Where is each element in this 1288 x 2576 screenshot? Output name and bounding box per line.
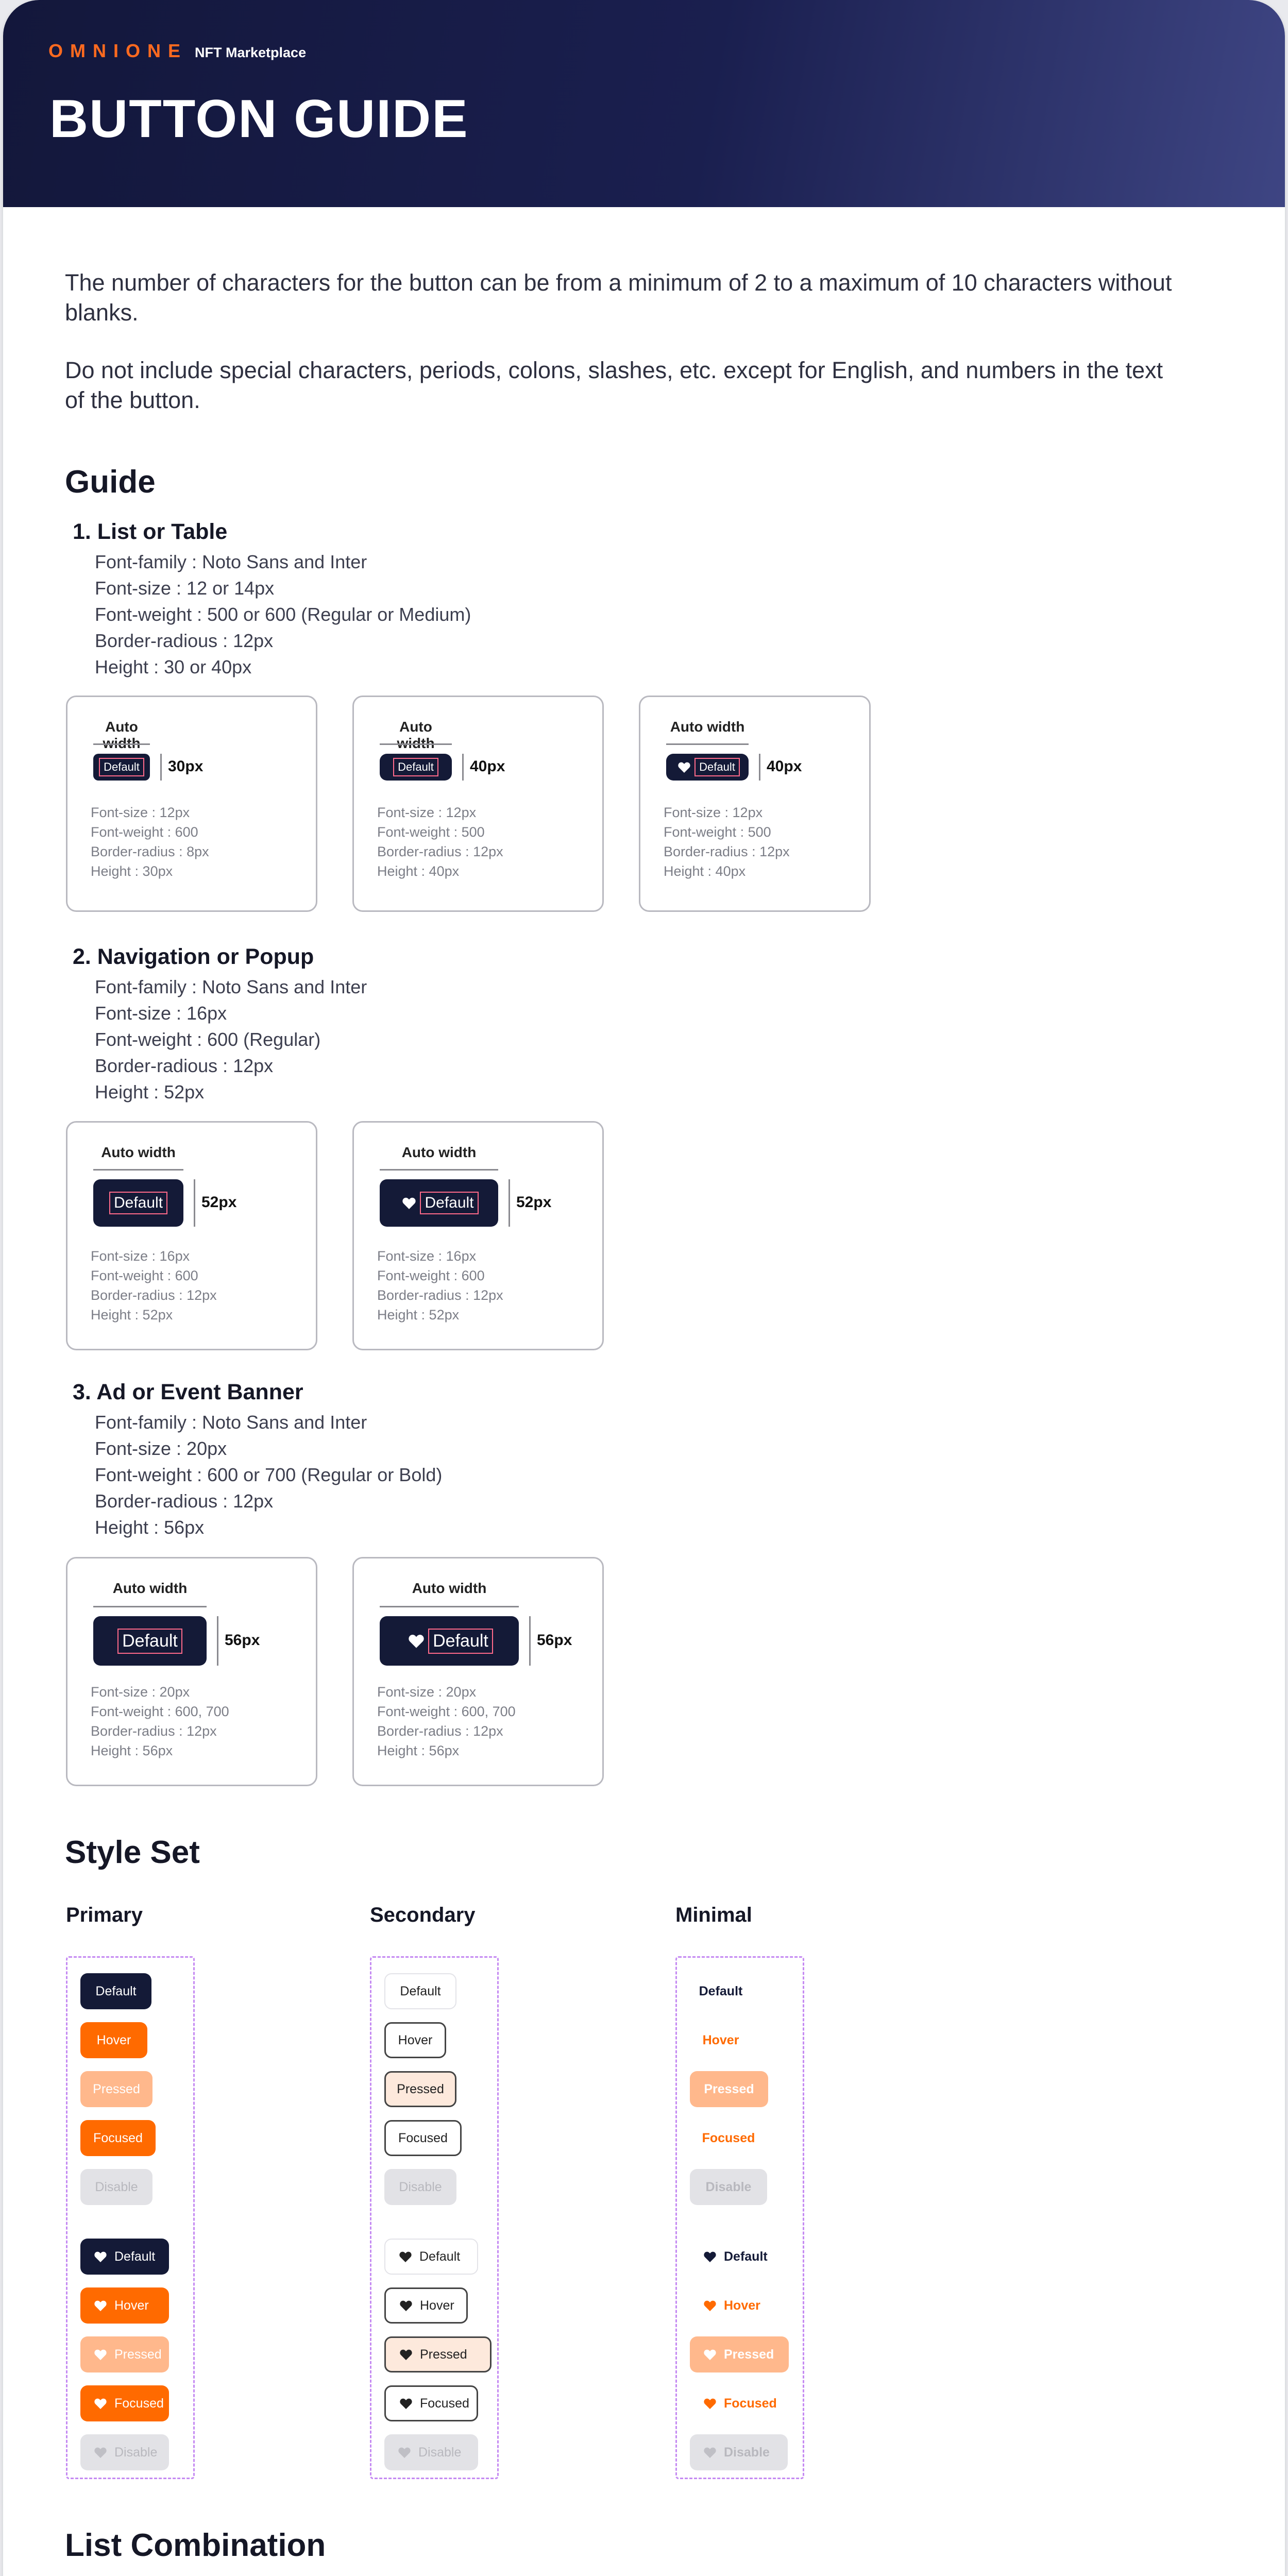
style-button-label: Hover [724,2298,760,2313]
spec-line: Font-family : Noto Sans and Inter [95,551,367,572]
box-spec-line: Border-radius : 12px [664,844,790,859]
list-combination-title: List Combination [65,2528,326,2563]
width-measure-line [380,743,452,745]
box-spec-line: Font-weight : 600 [91,1268,198,1283]
height-label: 40px [470,758,505,775]
heart-icon [399,2251,412,2263]
auto-width-label: Auto width [101,1144,176,1160]
style-button-pressed[interactable] [384,2071,456,2107]
style-button-focused[interactable] [690,2385,788,2421]
box-spec-line: Height : 40px [664,863,746,879]
width-measure-line [380,1169,498,1171]
style-button-disable[interactable] [384,2169,456,2205]
style-button-label: Hover [702,2032,739,2047]
button-label: Default [101,760,142,774]
style-button-label: Focused [420,2396,469,2411]
box-specs [377,803,503,881]
style-button-label: Disable [705,2179,752,2194]
box-spec-line: Font-weight : 500 [664,824,771,840]
auto-width-label: Auto width [401,1144,477,1160]
example-box [352,696,604,912]
style-button-focused[interactable] [384,2120,462,2156]
style-button-label: Pressed [93,2081,140,2096]
box-spec-line: Border-radius : 12px [377,844,503,859]
box-spec-line: Height : 52px [91,1307,173,1323]
style-button-hover[interactable] [80,2022,147,2058]
style-button-disable[interactable] [80,2434,169,2470]
style-button-disable[interactable] [80,2169,152,2205]
box-spec-line: Font-weight : 600 [377,1268,485,1283]
spec-line: Font-weight : 600 (Regular) [95,1029,321,1050]
style-button-focused[interactable] [80,2120,156,2156]
heart-icon [94,2251,107,2263]
example-box [66,1121,317,1350]
heart-icon [398,2447,411,2459]
guide-title: Guide [65,464,156,500]
auto-width-label: Auto width [412,1580,487,1596]
style-button-label: Disable [418,2445,462,2460]
button-label: Default [431,1631,490,1651]
spec-line: Font-size : 12 or 14px [95,578,275,599]
style-button-label: Hover [420,2298,454,2313]
style-button-default[interactable] [80,1973,151,2009]
style-button-label: Focused [724,2396,777,2411]
style-button-default[interactable] [384,1973,456,2009]
height-label: 40px [767,758,802,775]
width-measure-line [93,743,150,745]
height-label: 30px [168,758,204,775]
example-box [66,1557,317,1786]
style-button-label: Focused [702,2130,755,2145]
box-spec-line: Font-size : 20px [91,1684,190,1700]
spec-line: Font-size : 16px [95,1003,227,1024]
height-label: 56px [537,1632,572,1649]
box-specs [377,1682,516,1760]
box-specs [91,1682,229,1760]
intro-paragraph-1: The number of characters for the button can be from a minimum of 2 to a maximum of 10 characters without blanks. [65,269,1172,326]
example-box [639,696,871,912]
style-button-label: Pressed [420,2347,467,2362]
style-button-focused[interactable] [80,2385,169,2421]
box-specs [377,1246,503,1325]
style-column-title: Minimal [675,1904,752,1926]
style-button-default[interactable] [384,2239,478,2275]
example-box [352,1557,604,1786]
box-specs [664,803,790,881]
style-button-default[interactable] [80,2239,169,2275]
button-label: Default [396,760,436,774]
style-button-label: Pressed [704,2081,754,2096]
style-button-label: Hover [96,2032,131,2047]
button-label: Default [112,1194,165,1212]
hero-banner [3,0,1285,207]
section-specs [95,1409,442,1540]
style-column-title: Secondary [370,1904,476,1926]
default-button[interactable] [93,1616,207,1666]
height-measure-line [160,754,162,781]
height-measure-line [759,754,760,781]
intro-paragraph-2: Do not include special characters, periods, colons, slashes, etc. except for English, and numbers in the text of the button. [65,357,1163,413]
box-specs [91,1246,217,1325]
spec-line: Font-weight : 600 or 700 (Regular or Bold) [95,1464,443,1485]
heart-icon [94,2349,107,2361]
style-button-default[interactable] [690,1973,752,2009]
section-heading: 3. Ad or Event Banner [73,1380,303,1404]
style-button-label: Focused [114,2396,164,2411]
heart-icon [402,1197,416,1210]
height-measure-line [509,1179,510,1227]
style-button-hover[interactable] [690,2287,777,2324]
box-spec-line: Border-radius : 12px [377,1723,503,1739]
box-spec-line: Height : 56px [377,1743,460,1758]
section-heading: 1. List or Table [73,519,228,544]
heart-icon [94,2398,107,2410]
heart-icon [408,1634,425,1649]
style-button-focused[interactable] [384,2385,478,2421]
spec-line: Font-size : 20px [95,1438,227,1459]
style-button-pressed[interactable] [690,2336,789,2372]
style-button-label: Focused [93,2130,143,2145]
box-spec-line: Height : 30px [91,863,173,879]
height-label: 56px [225,1632,260,1649]
style-button-label: Pressed [114,2347,162,2362]
brand-logo: OMNIONE [48,40,188,61]
style-button-pressed[interactable] [80,2071,152,2107]
height-measure-line [194,1179,195,1227]
section-specs [95,974,367,1105]
style-button-label: Hover [398,2032,433,2047]
style-button-hover[interactable] [384,2022,446,2058]
spec-line: Height : 52px [95,1081,205,1103]
style-button-label: Pressed [397,2081,444,2096]
style-button-pressed[interactable] [690,2071,768,2107]
box-spec-line: Font-weight : 600 [91,824,198,840]
box-spec-line: Font-weight : 600, 700 [377,1704,516,1719]
box-specs [91,803,209,881]
width-measure-line [93,1169,183,1171]
style-button-label: Hover [114,2298,149,2313]
spec-line: Border-radious : 12px [95,1490,274,1512]
height-measure-line [462,754,464,781]
box-spec-line: Font-size : 12px [377,805,477,820]
guide-card [3,0,1285,2576]
box-spec-line: Font-size : 12px [664,805,763,820]
heart-icon [399,2398,413,2410]
spec-line: Height : 30 or 40px [95,656,252,677]
style-button-label: Pressed [724,2347,774,2362]
height-label: 52px [201,1194,237,1211]
default-button[interactable] [380,1179,498,1227]
heart-icon [399,2300,413,2312]
heart-icon [703,2447,717,2459]
default-button[interactable] [380,754,452,781]
style-button-hover[interactable] [80,2287,169,2324]
style-button-label: Default [400,1984,441,1998]
heart-icon [703,2251,717,2263]
box-spec-line: Height : 56px [91,1743,173,1758]
box-spec-line: Border-radius : 12px [91,1723,217,1739]
button-label: Default [697,760,737,774]
box-spec-line: Height : 52px [377,1307,460,1323]
default-button[interactable] [93,1179,183,1227]
box-spec-line: Border-radius : 8px [91,844,209,859]
heart-icon [703,2398,717,2410]
style-button-disable[interactable] [384,2434,478,2470]
auto-width-label: Auto width [670,719,745,735]
style-button-default[interactable] [690,2239,777,2275]
style-button-label: Default [724,2249,768,2264]
style-button-label: Focused [398,2130,448,2145]
box-spec-line: Border-radius : 12px [91,1287,217,1303]
style-button-pressed[interactable] [384,2336,492,2372]
width-measure-line [93,1606,207,1607]
brand [48,40,306,62]
default-button[interactable] [93,754,150,781]
style-button-focused[interactable] [690,2120,767,2156]
spec-line: Border-radious : 12px [95,630,274,651]
style-button-label: Disable [399,2179,442,2194]
style-button-label: Disable [114,2445,158,2460]
style-button-label: Disable [95,2179,138,2194]
spec-line: Font-weight : 500 or 600 (Regular or Medium) [95,604,471,625]
example-box [352,1121,604,1350]
style-button-label: Default [699,1984,743,1998]
button-label: Default [422,1194,476,1212]
box-spec-line: Font-size : 16px [377,1248,477,1264]
brand-subtitle: NFT Marketplace [195,45,307,60]
height-label: 52px [516,1194,552,1211]
heart-icon [703,2349,717,2361]
style-button-label: Disable [724,2445,770,2460]
default-button[interactable] [380,1616,519,1666]
heart-icon [399,2349,413,2361]
box-spec-line: Font-size : 16px [91,1248,190,1264]
style-button-disable[interactable] [690,2434,788,2470]
style-button-disable[interactable] [690,2169,767,2205]
box-spec-line: Font-size : 12px [91,805,190,820]
box-spec-line: Height : 40px [377,863,460,879]
box-spec-line: Font-weight : 600, 700 [91,1704,229,1719]
spec-line: Height : 56px [95,1517,205,1538]
style-button-pressed[interactable] [80,2336,169,2372]
auto-width-label: Auto width [103,719,141,751]
section-specs [95,549,471,680]
style-button-hover[interactable] [690,2022,752,2058]
spec-line: Font-family : Noto Sans and Inter [95,1412,367,1433]
heart-icon [94,2447,107,2459]
section-heading: 2. Navigation or Popup [73,944,314,969]
height-measure-line [217,1616,218,1666]
heart-icon [703,2300,717,2312]
auto-width-label: Auto width [397,719,435,751]
spec-line: Border-radious : 12px [95,1055,274,1076]
height-measure-line [529,1616,531,1666]
style-column-title: Primary [66,1904,143,1926]
example-box [66,696,317,912]
auto-width-label: Auto width [112,1580,188,1596]
page-title: BUTTON GUIDE [49,89,469,149]
style-button-label: Default [95,1984,137,1998]
heart-icon [677,761,691,773]
box-spec-line: Font-size : 20px [377,1684,477,1700]
box-spec-line: Font-weight : 500 [377,824,485,840]
button-label: Default [120,1631,180,1651]
box-spec-line: Border-radius : 12px [377,1287,503,1303]
width-measure-line [666,743,749,745]
width-measure-line [380,1606,519,1607]
style-set-title: Style Set [65,1835,200,1870]
style-button-label: Default [114,2249,156,2264]
default-button[interactable] [666,754,749,781]
style-button-hover[interactable] [384,2287,468,2324]
heart-icon [94,2300,107,2312]
style-button-label: Default [419,2249,461,2264]
spec-line: Font-family : Noto Sans and Inter [95,976,367,997]
